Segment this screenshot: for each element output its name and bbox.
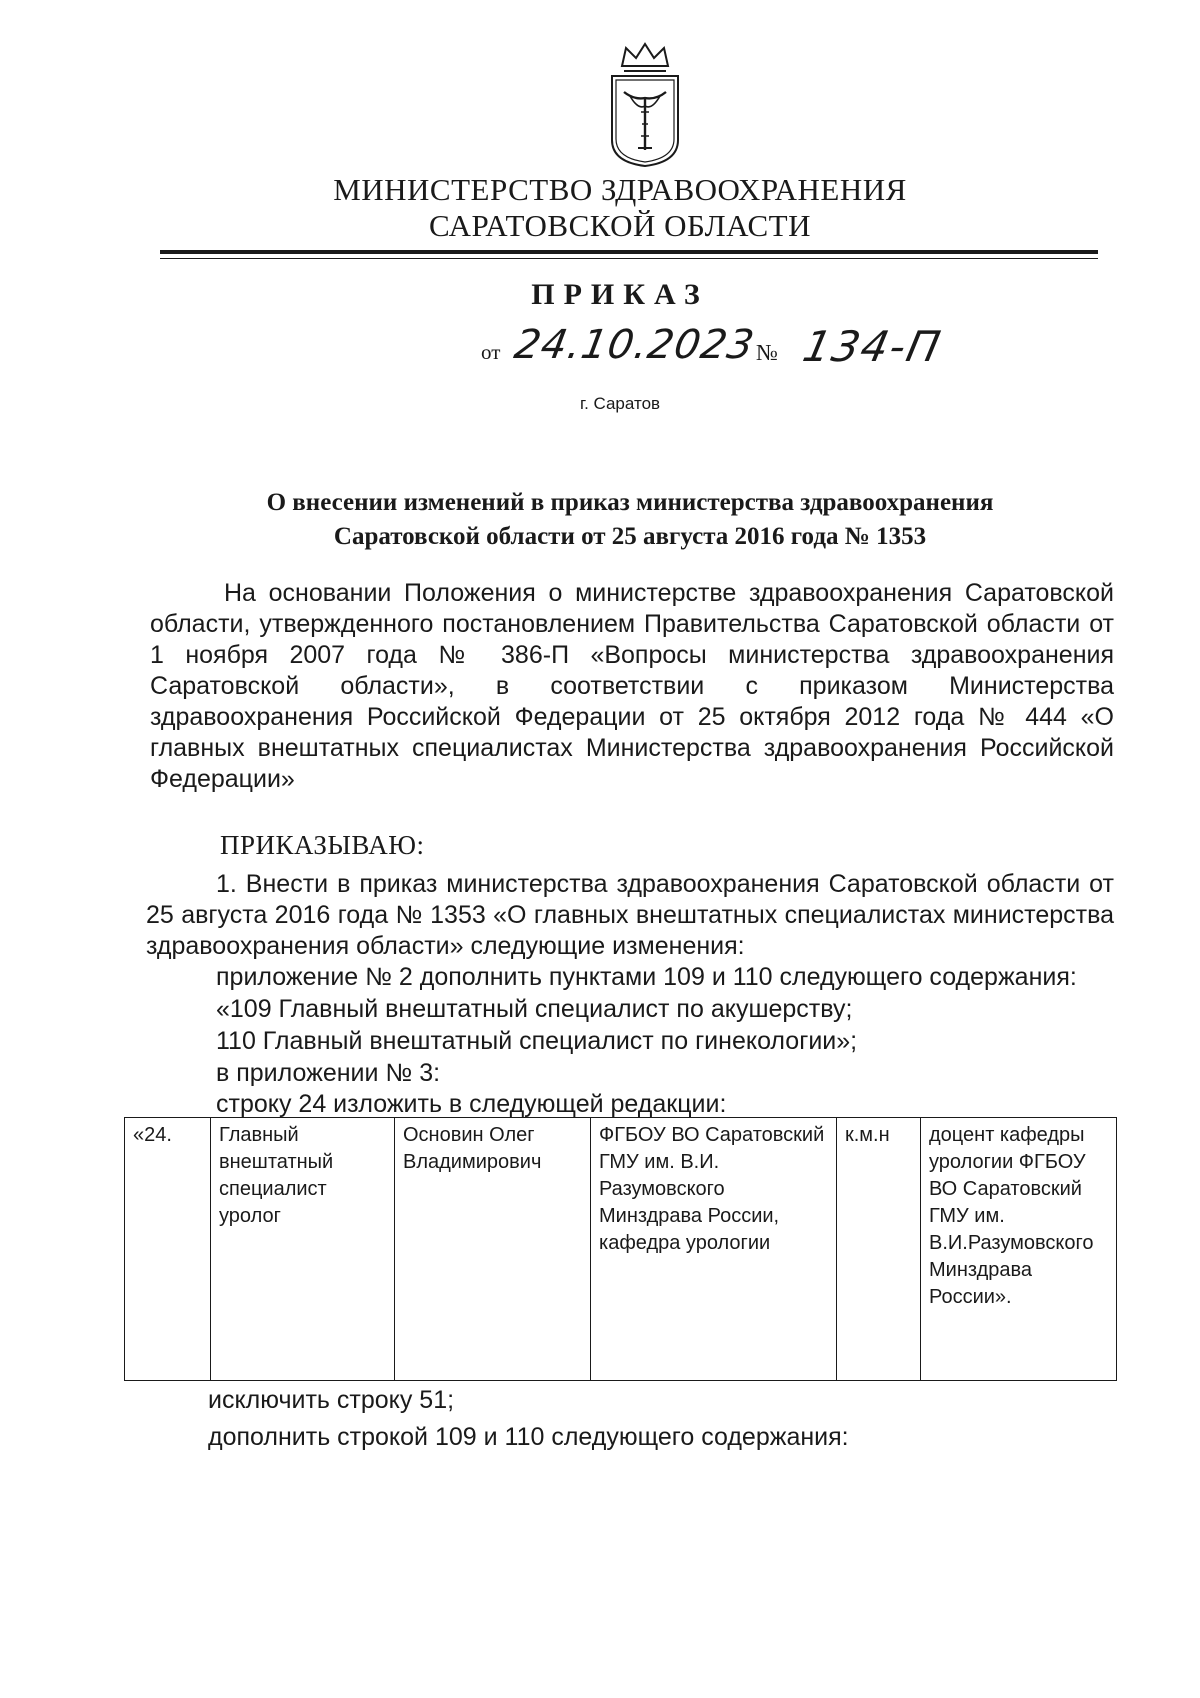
handwritten-date: 24.10.2023 bbox=[510, 322, 759, 368]
handwritten-number: 134-П bbox=[798, 322, 947, 371]
line-appendix2: приложение № 2 дополнить пунктами 109 и 110 следующего содержания: bbox=[216, 963, 1077, 991]
line-add-rows: дополнить строкой 109 и 110 следующего содержания: bbox=[208, 1423, 849, 1451]
header-rule-thin bbox=[160, 258, 1098, 259]
saratov-coat-of-arms-emblem bbox=[608, 40, 682, 168]
header-rule-thick bbox=[160, 250, 1098, 254]
city: г. Саратов bbox=[579, 394, 661, 413]
cell-organization: ФГБОУ ВО Саратовский ГМУ им. В.И. Разумовского Минздрава России, кафедра урологии bbox=[591, 1118, 837, 1381]
orders-heading: ПРИКАЗЫВАЮ: bbox=[220, 830, 425, 860]
cell-number: «24. bbox=[125, 1118, 211, 1381]
ministry-name-line2: САРАТОВСКОЙ ОБЛАСТИ bbox=[429, 208, 811, 243]
order-title: ПРИКАЗ bbox=[531, 278, 709, 311]
cell-job: доцент кафедры урологии ФГБОУ ВО Саратовский ГМУ им. В.И.Разумовского Минздрава России». bbox=[921, 1118, 1117, 1381]
line-row24: строку 24 изложить в следующей редакции: bbox=[216, 1090, 727, 1118]
date-label: от bbox=[481, 340, 501, 364]
line-exclude-row51: исключить строку 51; bbox=[208, 1386, 455, 1414]
cell-position: Главный внештатный специалист уролог bbox=[211, 1118, 395, 1381]
table-row bbox=[125, 1118, 1117, 1381]
basis-paragraph bbox=[150, 578, 1114, 795]
basis-text: На основании Положения о министерстве здравоохранения Саратовской области, утвержденного постановлением Правительства Саратовской области от 1 ноября 2007 года № 386-П «Вопросы министерства здравоохранения Саратовской области», в соответствии с приказом Министерства здравоохранения Российской Федерации от 25 октября 2012 года № 444 «О главных внештатных специалистах Министерства здравоохранения Российской Федерации» bbox=[150, 579, 1114, 793]
item-1-text: 1. Внести в приказ министерства здравоохранения Саратовской области от 25 августа 2016 года № 1353 «О главных внештатных специалистах министерства здравоохранения области» следующие изменения: bbox=[146, 870, 1114, 960]
number-label: № bbox=[756, 340, 778, 365]
subject-line1: О внесении изменений в приказ министерства здравоохранения bbox=[266, 489, 994, 516]
item-1-paragraph bbox=[146, 869, 1114, 962]
cell-name: Основин Олег Владимирович bbox=[395, 1118, 591, 1381]
subject-line2: Саратовской области от 25 августа 2016 года № 1353 bbox=[333, 523, 927, 550]
order-subject bbox=[200, 486, 1060, 554]
cell-degree: к.м.н bbox=[837, 1118, 921, 1381]
line-appendix3: в приложении № 3: bbox=[216, 1059, 441, 1087]
ministry-name bbox=[300, 172, 940, 244]
specialist-table bbox=[124, 1117, 1117, 1381]
ministry-name-line1: МИНИСТЕРСТВО ЗДРАВООХРАНЕНИЯ bbox=[333, 172, 907, 207]
line-item110: 110 Главный внештатный специалист по гинекологии»; bbox=[216, 1027, 858, 1055]
line-item109: «109 Главный внештатный специалист по акушерству; bbox=[216, 995, 853, 1023]
